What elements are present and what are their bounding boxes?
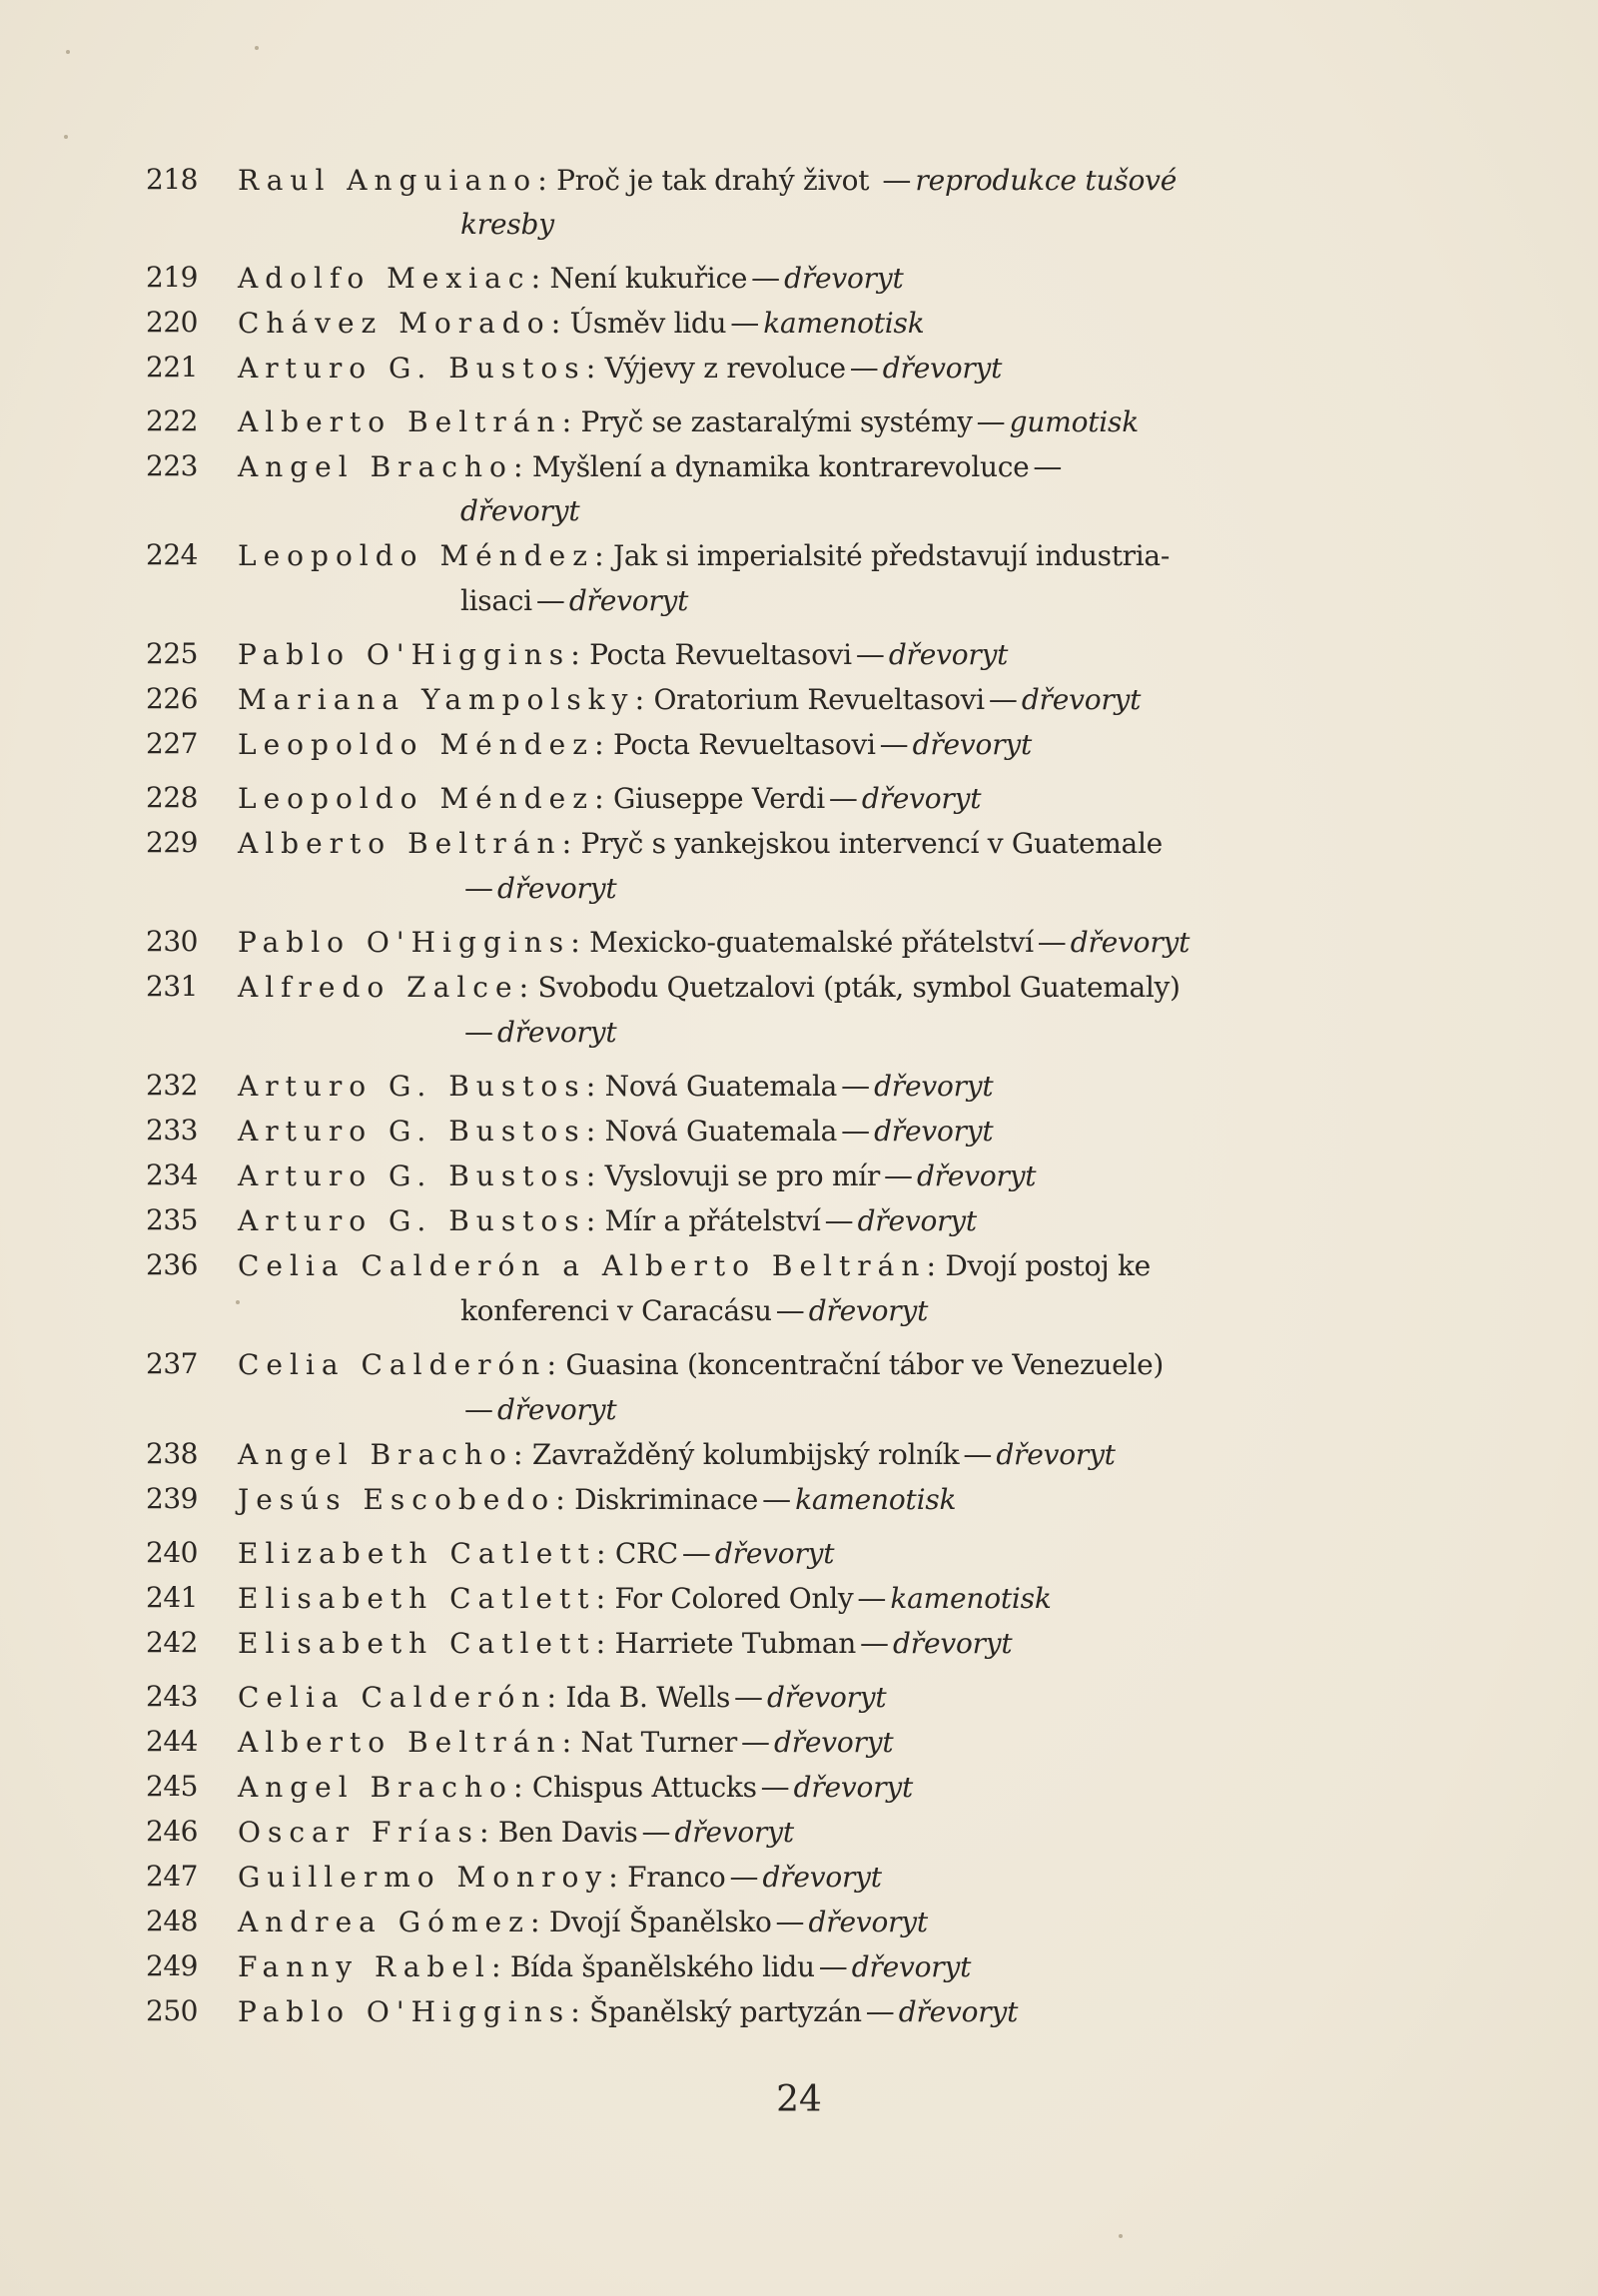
artist-name: Angel Bracho [238, 1438, 513, 1471]
technique: dřevoryt [861, 782, 982, 815]
catalog-entry: 248 Andrea Gómez: Dvojí Španělsko — dřevoryt [146, 1900, 1454, 1944]
artist-name: Celia Calderón a Alberto Beltrán [238, 1249, 927, 1282]
artwork-title: Mír a přátelství [604, 1204, 821, 1237]
artist-name: Andrea Gómez [238, 1906, 530, 1938]
artwork-title: For Colored Only [614, 1582, 854, 1615]
technique: dřevoryt [882, 352, 1003, 384]
entry-number: 250 [146, 1994, 198, 2027]
artwork-title: Úsměv lidu [569, 307, 727, 340]
artwork-title-continued: konferenci v Caracásu [460, 1294, 772, 1327]
artist-name: Oscar Frías [238, 1816, 479, 1849]
entry-number: 240 [146, 1536, 198, 1569]
technique: dřevoryt [762, 1861, 882, 1894]
technique: dřevoryt [808, 1906, 928, 1938]
catalog-entry: 219 Adolfo Mexiac: Není kukuřice — dřevoryt [146, 256, 1454, 301]
artwork-title: Oratorium Revueltasovi [653, 683, 985, 716]
artwork-title: Giuseppe Verdi [612, 782, 825, 815]
artist-name: Pablo O'Higgins [238, 1995, 571, 2028]
catalog-entry: 230 Pablo O'Higgins: Mexicko-guatemalské přátelství — dřevoryt [146, 920, 1454, 965]
technique: dřevoryt [497, 1393, 617, 1426]
artwork-title: CRC [614, 1537, 678, 1570]
catalog-entry: 244 Alberto Beltrán: Nat Turner — dřevoryt [146, 1720, 1454, 1765]
technique: kamenotisk [795, 1483, 957, 1516]
entry-number: 218 [146, 163, 198, 196]
artist-name: Alberto Beltrán [238, 827, 562, 860]
artist-name: Elisabeth Catlett [238, 1582, 596, 1615]
technique: kamenotisk [890, 1582, 1052, 1615]
artwork-title: Nová Guatemala [604, 1070, 838, 1103]
technique: dřevoryt [874, 1070, 994, 1103]
technique: dřevoryt [767, 1681, 887, 1714]
catalog-entry: 225 Pablo O'Higgins: Pocta Revueltasovi — dřevoryt [146, 632, 1454, 677]
catalog-entry: 238 Angel Bracho: Zavražděný kolumbijský rolník — dřevoryt [146, 1432, 1454, 1477]
artist-name: Pablo O'Higgins [238, 926, 571, 959]
technique: reprodukce tušové [915, 164, 1178, 197]
catalog-entry: 226 Mariana Yampolsky: Oratorium Revueltasovi — dřevoryt [146, 677, 1454, 722]
artist-name: Arturo G. Bustos [238, 1070, 586, 1103]
catalog-entry: 222 Alberto Beltrán: Pryč se zastaralými systémy — gumotisk [146, 399, 1454, 444]
catalog-entry: 235 Arturo G. Bustos: Mír a přátelství — dřevoryt [146, 1198, 1454, 1243]
artwork-title: Pryč se zastaralými systémy [580, 405, 973, 438]
artist-name: Jesús Escobedo [238, 1483, 556, 1516]
catalog-entry: 234 Arturo G. Bustos: Vyslovuji se pro mír — dřevoryt [146, 1153, 1454, 1198]
catalog-entry: 243 Celia Calderón: Ida B. Wells — dřevoryt [146, 1675, 1454, 1720]
entry-number: 223 [146, 449, 198, 482]
artist-name: Celia Calderón [238, 1681, 547, 1714]
artwork-title: Dvojí postoj ke [945, 1249, 1151, 1282]
artwork-title: Chispus Attucks [531, 1771, 757, 1804]
catalog-entry: 239 Jesús Escobedo: Diskriminace — kamenotisk [146, 1477, 1454, 1522]
catalog-entry: 228 Leopoldo Méndez: Giuseppe Verdi — dřevoryt [146, 776, 1454, 821]
artist-name: Arturo G. Bustos [238, 1115, 586, 1148]
entry-number: 234 [146, 1158, 198, 1191]
artwork-title: Proč je tak drahý život [556, 164, 870, 197]
artwork-title: Pocta Revueltasovi [612, 728, 876, 761]
technique: dřevoryt [674, 1816, 794, 1849]
entry-number: 228 [146, 781, 198, 814]
entry-number: 248 [146, 1905, 198, 1937]
technique: dřevoryt [808, 1294, 929, 1327]
artist-name: Mariana Yampolsky [238, 683, 635, 716]
artwork-title: Pocta Revueltasovi [589, 638, 852, 671]
artist-name: Elisabeth Catlett [238, 1627, 596, 1660]
technique: dřevoryt [898, 1995, 1019, 2028]
paper-speck [64, 135, 68, 139]
artwork-title: Harriete Tubman [614, 1627, 857, 1660]
entry-number: 225 [146, 637, 198, 670]
artwork-title: Svobodu Quetzalovi (pták, symbol Guatemaly) [537, 971, 1181, 1004]
artwork-title: Není kukuřice [549, 262, 748, 295]
entry-number: 226 [146, 682, 198, 715]
artist-name: Alberto Beltrán [238, 1726, 562, 1759]
technique: dřevoryt [996, 1438, 1116, 1471]
artwork-title: Nat Turner [580, 1726, 737, 1759]
entry-number: 221 [146, 351, 198, 383]
technique: dřevoryt [1070, 926, 1191, 959]
artwork-title-continued: lisaci [460, 584, 532, 617]
artist-name: Celia Calderón [238, 1348, 547, 1381]
artist-name: Leopoldo Méndez [238, 782, 594, 815]
catalog-entry: 246 Oscar Frías: Ben Davis — dřevoryt [146, 1810, 1454, 1855]
catalog-entry: 223 Angel Bracho: Myšlení a dynamika kontrarevoluce — dřevoryt [146, 444, 1454, 533]
paper-speck [66, 50, 70, 54]
entry-number: 231 [146, 970, 198, 1003]
entry-number: 229 [146, 826, 198, 859]
catalog-entry: 231 Alfredo Zalce: Svobodu Quetzalovi (pták, symbol Guatemaly) — dřevoryt [146, 965, 1454, 1055]
artwork-title: Ben Davis [497, 1816, 638, 1849]
catalog-entry: 249 Fanny Rabel: Bída španělského lidu — dřevoryt [146, 1944, 1454, 1989]
catalog-entry: 237 Celia Calderón: Guasina (koncentrační tábor ve Venezuele) — dřevoryt [146, 1342, 1454, 1432]
entry-number: 239 [146, 1482, 198, 1515]
entry-number: 230 [146, 925, 198, 958]
artist-name: Guillermo Monroy [238, 1861, 609, 1894]
artwork-title: Vyslovuji se pro mír [604, 1159, 880, 1192]
entry-number: 238 [146, 1437, 198, 1470]
catalog-entry: 240 Elizabeth Catlett: CRC — dřevoryt [146, 1531, 1454, 1576]
catalog-entry: 229 Alberto Beltrán: Pryč s yankejskou intervencí v Guatemale — dřevoryt [146, 821, 1454, 911]
technique: dřevoryt [793, 1771, 914, 1804]
artist-name: Leopoldo Méndez [238, 728, 594, 761]
entry-number: 222 [146, 404, 198, 437]
technique: dřevoryt [460, 494, 580, 527]
catalog-entry: 218 Raul Anguiano: Proč je tak drahý život — reprodukce tušové kresby [146, 158, 1454, 247]
technique: dřevoryt [857, 1204, 977, 1237]
artist-name: Alberto Beltrán [238, 405, 562, 438]
technique: dřevoryt [888, 638, 1009, 671]
entry-number: 227 [146, 727, 198, 760]
entry-number: 237 [146, 1347, 198, 1380]
artwork-title: Jak si imperialsité představují industria- [612, 539, 1170, 572]
artist-name: Fanny Rabel [238, 1950, 491, 1983]
artwork-title: Výjevy z revoluce [604, 352, 846, 384]
technique: dřevoryt [497, 1016, 617, 1049]
artist-name: Arturo G. Bustos [238, 1159, 586, 1192]
artist-name: Arturo G. Bustos [238, 1204, 586, 1237]
artist-name: Elizabeth Catlett [238, 1537, 596, 1570]
entry-number: 224 [146, 538, 198, 571]
entry-number: 241 [146, 1581, 198, 1614]
artwork-title: Diskriminace [574, 1483, 759, 1516]
entry-number: 245 [146, 1770, 198, 1803]
catalog-entry: 245 Angel Bracho: Chispus Attucks — dřevoryt [146, 1765, 1454, 1810]
artist-name: Pablo O'Higgins [238, 638, 571, 671]
artwork-title: Dvojí Španělsko [548, 1906, 772, 1938]
artwork-title: Ida B. Wells [565, 1681, 731, 1714]
artwork-title: Nová Guatemala [604, 1115, 838, 1148]
artist-name: Leopoldo Méndez [238, 539, 594, 572]
artist-name: Adolfo Mexiac [238, 262, 531, 295]
artwork-title: Mexicko-guatemalské přátelství [589, 926, 1034, 959]
catalog-entry: 221 Arturo G. Bustos: Výjevy z revoluce — dřevoryt [146, 346, 1454, 390]
technique: dřevoryt [893, 1627, 1013, 1660]
entry-number: 247 [146, 1860, 198, 1893]
technique: gumotisk [1009, 405, 1139, 438]
artist-name: Chávez Morado [238, 307, 551, 340]
catalog-entry: 242 Elisabeth Catlett: Harriete Tubman — dřevoryt [146, 1621, 1454, 1666]
technique: dřevoryt [1021, 683, 1142, 716]
catalog-entry: 241 Elisabeth Catlett: For Colored Only — kamenotisk [146, 1576, 1454, 1621]
catalog-entry: 232 Arturo G. Bustos: Nová Guatemala — dřevoryt [146, 1064, 1454, 1109]
artwork-title: Guasina (koncentrační tábor ve Venezuele) [565, 1348, 1164, 1381]
catalog-entry: 250 Pablo O'Higgins: Španělský partyzán — dřevoryt [146, 1989, 1454, 2034]
technique: kamenotisk [763, 307, 925, 340]
artwork-title: Myšlení a dynamika kontrarevoluce [531, 450, 1030, 483]
artwork-title: Pryč s yankejskou intervencí v Guatemale [580, 827, 1163, 860]
artwork-title: Bída španělského lidu [509, 1950, 815, 1983]
entry-number: 220 [146, 306, 198, 339]
artwork-title: Španělský partyzán [589, 1995, 862, 2028]
entry-number: 243 [146, 1680, 198, 1713]
entry-number: 249 [146, 1949, 198, 1982]
paper-speck [255, 46, 259, 50]
technique: dřevoryt [874, 1115, 994, 1148]
catalog-entry: 224 Leopoldo Méndez: Jak si imperialsité představují industria- lisaci — dřevoryt [146, 533, 1454, 623]
paper-speck [1119, 2234, 1123, 2238]
catalog-entry: 247 Guillermo Monroy: Franco — dřevoryt [146, 1855, 1454, 1900]
technique-continued: kresby [460, 208, 554, 241]
technique: dřevoryt [912, 728, 1033, 761]
entry-number: 233 [146, 1114, 198, 1147]
entry-number: 244 [146, 1725, 198, 1758]
entry-number: 236 [146, 1248, 198, 1281]
entry-number: 219 [146, 261, 198, 294]
artwork-title: Zavražděný kolumbijský rolník [531, 1438, 960, 1471]
catalog-entry: 236 Celia Calderón a Alberto Beltrán: Dvojí postoj ke konferenci v Caracásu — dřevoryt [146, 1243, 1454, 1333]
artist-name: Arturo G. Bustos [238, 352, 586, 384]
catalog-list [146, 158, 1454, 2034]
technique: dřevoryt [851, 1950, 972, 1983]
artwork-title: Franco [627, 1861, 726, 1894]
page-number: 24 [776, 2079, 822, 2120]
artist-name: Angel Bracho [238, 1771, 513, 1804]
technique: dřevoryt [714, 1537, 835, 1570]
artist-name: Angel Bracho [238, 450, 513, 483]
entry-number: 246 [146, 1815, 198, 1848]
entry-number: 242 [146, 1626, 198, 1659]
artist-name: Raul Anguiano [238, 164, 538, 197]
technique: dřevoryt [773, 1726, 894, 1759]
artist-name: Alfredo Zalce [238, 971, 519, 1004]
technique: dřevoryt [497, 872, 617, 905]
technique: dřevoryt [784, 262, 904, 295]
entry-number: 232 [146, 1069, 198, 1102]
entry-number: 235 [146, 1203, 198, 1236]
catalog-entry: 233 Arturo G. Bustos: Nová Guatemala — dřevoryt [146, 1109, 1454, 1153]
technique: dřevoryt [916, 1159, 1037, 1192]
catalog-entry: 220 Chávez Morado: Úsměv lidu — kamenotisk [146, 301, 1454, 346]
technique: dřevoryt [568, 584, 689, 617]
catalog-entry: 227 Leopoldo Méndez: Pocta Revueltasovi — dřevoryt [146, 722, 1454, 767]
